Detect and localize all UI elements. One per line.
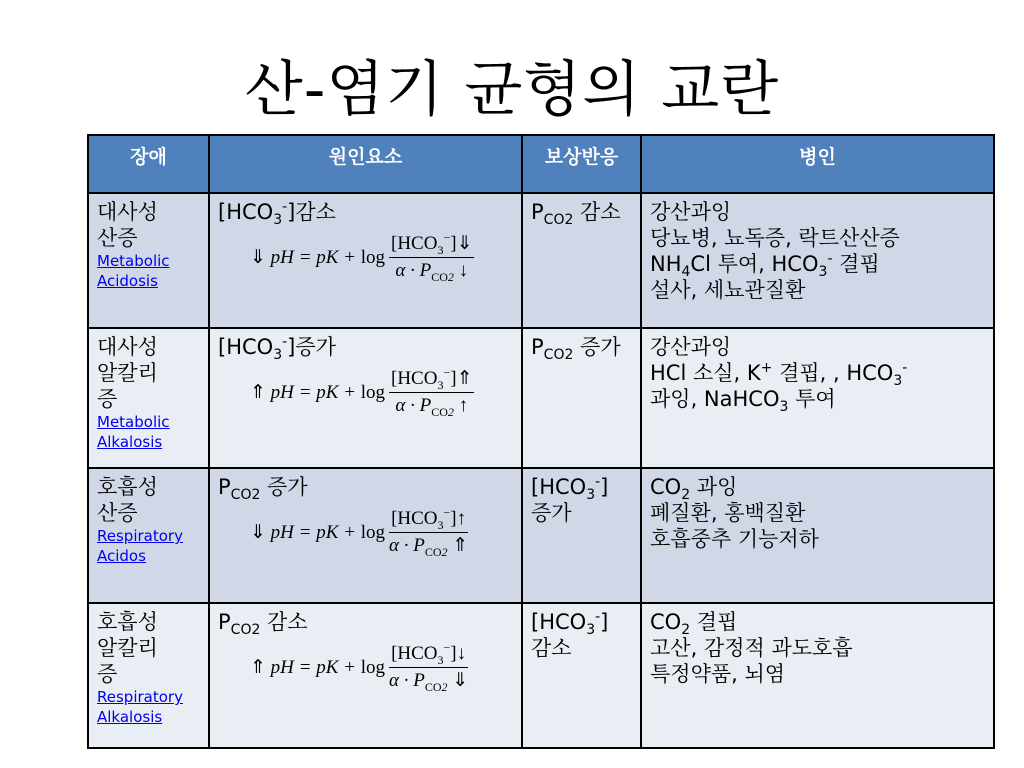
disorder-english-link[interactable]: Alkalosis: [97, 433, 163, 451]
disorder-english-link[interactable]: Acidosis: [97, 272, 158, 290]
cause-text: $[HCO_3^-]$감소: [218, 199, 336, 229]
etiology-line: 강산과잉: [650, 335, 732, 359]
cause-text: $P_{CO2}$ 감소: [218, 610, 308, 639]
numerator-arrow-icon: ↓: [456, 643, 467, 664]
disorder-english-link[interactable]: Metabolic: [97, 413, 170, 431]
cause-cell: [209, 603, 522, 748]
compensation-cell: [522, 468, 641, 603]
denominator-arrow-icon: ↑: [458, 395, 469, 416]
etiology-line: 특정약품, 뇌염: [650, 662, 786, 686]
disorder-english-link[interactable]: Alkalosis: [97, 708, 163, 726]
disorder-label: 호흡성: [97, 475, 158, 499]
henderson-hasselbalch-equation: ⇓ pH = pK + log $\frac{[HCO_3^-]↑}{\alpha \cdot P_{CO2} ⇑}$: [250, 505, 469, 559]
table-row: [88, 468, 994, 603]
slide-title: 산-염기 균형의 교란: [244, 55, 780, 125]
etiology-line: 과잉, NaHCO$_3$ 투여: [650, 387, 836, 416]
henderson-hasselbalch-equation: ⇑ pH = pK + log $\frac{[HCO_3^-]⇑}{\alpha \cdot P_{CO2} ↑}$: [250, 365, 473, 419]
disorder-english-link[interactable]: Acidos: [97, 547, 146, 565]
disorder-english-link[interactable]: Respiratory: [97, 527, 183, 545]
etiology-cell: [641, 603, 994, 748]
ph-arrow-icon: ⇑: [250, 381, 266, 403]
cause-text: $[HCO_3^-]$증가: [218, 334, 336, 364]
table-row: [88, 328, 994, 468]
table-row: [88, 603, 994, 748]
ph-arrow-icon: ⇓: [250, 246, 266, 268]
disorder-label: 알칼리: [97, 361, 158, 385]
numerator-arrow-icon: ⇓: [456, 233, 473, 254]
cause-text: $P_{CO2}$ 증가: [218, 475, 308, 504]
header-compensation: 보상반응: [522, 135, 641, 193]
disorder-label: 알칼리: [97, 636, 158, 660]
denominator-arrow-icon: ⇑: [452, 535, 469, 556]
disorder-label: 호흡성: [97, 610, 158, 634]
table-row: [88, 193, 994, 328]
header-disorder: 장애: [88, 135, 209, 193]
numerator-arrow-icon: ↑: [456, 508, 467, 529]
henderson-hasselbalch-equation: ⇓ pH = pK + log $\frac{[HCO_3^-]⇓}{\alpha \cdot P_{CO2} ↓}$: [250, 230, 473, 284]
header-etiology: 병인: [641, 135, 994, 193]
compensation-text: $[HCO_3^-]$ 감소: [531, 609, 609, 660]
ph-arrow-icon: ⇑: [250, 656, 266, 678]
disorder-label: 산증: [97, 226, 138, 250]
etiology-line: $CO_2$ 결핍: [650, 610, 738, 639]
compensation-cell: [522, 193, 641, 328]
etiology-line: $CO_2$ 과잉: [650, 475, 738, 504]
etiology-line: HCl 소실, K+ 결핍, , $HCO_3^-$: [650, 360, 908, 390]
denominator-arrow-icon: ↓: [458, 260, 469, 281]
disorder-cell: [88, 193, 209, 328]
cause-cell: [209, 468, 522, 603]
header-row: [88, 135, 994, 193]
denominator-arrow-icon: ⇓: [452, 670, 469, 691]
acid-base-table: [87, 134, 995, 749]
numerator-arrow-icon: ⇑: [456, 368, 473, 389]
compensation-cell: [522, 603, 641, 748]
etiology-line: 당뇨병, 뇨독증, 락트산산증: [650, 226, 900, 250]
etiology-line: 강산과잉: [650, 200, 732, 224]
ph-arrow-icon: ⇓: [250, 521, 266, 543]
etiology-cell: [641, 328, 994, 468]
disorder-english-link[interactable]: Metabolic: [97, 252, 170, 270]
etiology-line: 폐질환, 홍백질환: [650, 501, 806, 525]
header-cause: 원인요소: [209, 135, 522, 193]
cause-cell: [209, 193, 522, 328]
compensation-text: $[HCO_3^-]$ 증가: [531, 474, 609, 525]
disorder-label: 대사성: [97, 335, 158, 359]
etiology-line: 호흡중추 기능저하: [650, 527, 819, 551]
etiology-line: 설사, 세뇨관질환: [650, 278, 806, 302]
disorder-cell: [88, 603, 209, 748]
henderson-hasselbalch-equation: ⇑ pH = pK + log $\frac{[HCO_3^-]↓}{\alpha \cdot P_{CO2} ⇓}$: [250, 640, 469, 694]
compensation-text: $P_{CO2}$ 증가: [531, 335, 621, 364]
disorder-english-link[interactable]: Respiratory: [97, 688, 183, 706]
etiology-cell: [641, 193, 994, 328]
etiology-line: 고산, 감정적 과도호흡: [650, 636, 853, 660]
etiology-line: $NH_4Cl$ 투여, $HCO_3^-$ 결핍: [650, 251, 880, 281]
disorder-label: 대사성: [97, 200, 158, 224]
disorder-label: 산증: [97, 501, 138, 525]
disorder-label: 증: [97, 387, 118, 411]
disorder-label: 증: [97, 662, 118, 686]
cause-cell: [209, 328, 522, 468]
disorder-cell: [88, 468, 209, 603]
compensation-text: $P_{CO2}$ 감소: [531, 200, 621, 229]
compensation-cell: [522, 328, 641, 468]
disorder-cell: [88, 328, 209, 468]
etiology-cell: [641, 468, 994, 603]
